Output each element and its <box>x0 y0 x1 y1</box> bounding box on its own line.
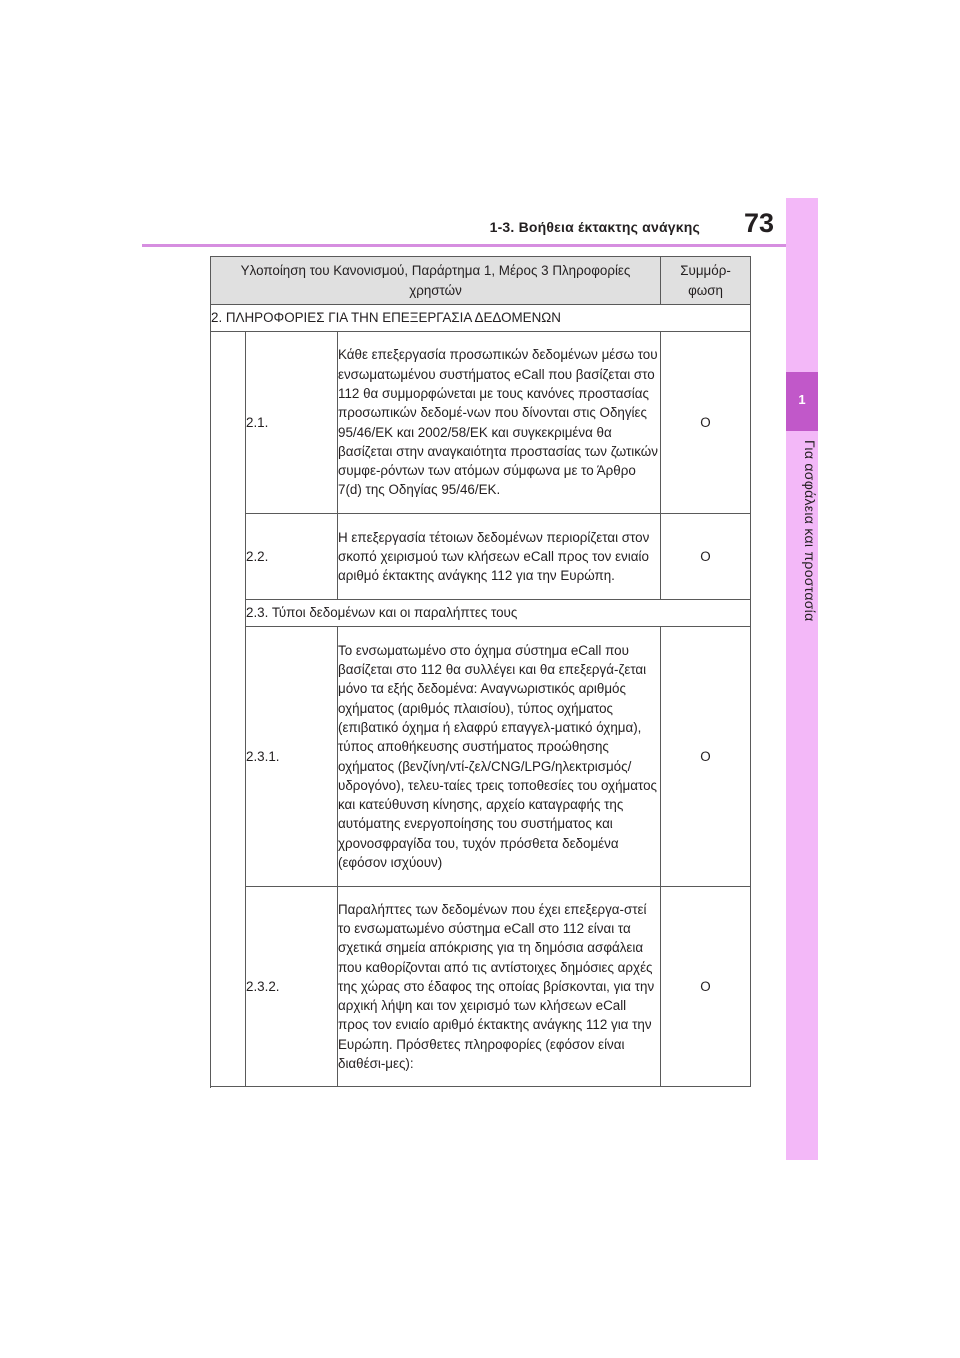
chapter-side-tab[interactable] <box>786 198 818 1160</box>
table-row <box>211 887 751 1087</box>
table-header-row <box>211 257 751 305</box>
row-number: 2.2. <box>246 514 338 600</box>
row-text: Κάθε επεξεργασία προσωπικών δεδομένων μέσω του ενσωματωμένου συστήματος eCall που βασίζεται στο 112 θα συμμορφώνεται με τους κανόνες προστασίας προσωπικών δεδομέ-νων που δίνονται στις Οδηγίες 95/46/ΕΚ και 2002/58/ΕΚ και συγκεκριμένα θα βασίζεται στην αναγκαιότητα προστασίας των ζωτικών συμφε-ρόντων των ατόμων σύμφωνα με το Άρθρο 7(d) της Οδηγίας 95/46/ΕΚ. <box>338 332 661 514</box>
row-conformity: O <box>661 887 751 1087</box>
table-row <box>211 627 751 887</box>
row-number: 2.1. <box>246 332 338 514</box>
section-row <box>211 305 751 332</box>
indent-cell <box>211 332 246 1087</box>
table-row <box>211 332 751 514</box>
section-title: 1-3. Βοήθεια έκτακτης ανάγκης <box>489 219 700 235</box>
row-number: 2.3.2. <box>246 887 338 1087</box>
chapter-number: 1 <box>798 392 806 407</box>
table-header-description: Υλοποίηση του Κανονισμού, Παράρτημα 1, Μέρος 3 Πληροφορίες χρηστών <box>211 257 661 305</box>
row-conformity: O <box>661 627 751 887</box>
row-conformity: O <box>661 332 751 514</box>
subsection-row <box>211 600 751 627</box>
header-rule <box>142 244 786 247</box>
chapter-label: Για ασφάλεια και προστασία <box>802 440 818 622</box>
page-number: 73 <box>743 208 774 238</box>
table-header-conformity: Συμμόρ-φωση <box>661 257 751 305</box>
row-text: Το ενσωματωμένο στο όχημα σύστημα eCall που βασίζεται στο 112 θα συλλέγει και θα επεξεργά-ζεται μόνο τα εξής δεδομένα: Αναγνωριστικός αριθμός οχήματος (αριθμός πλαισίου), τύπος οχήματος (επιβατικό όχημα ή ελαφρύ επαγγελ-ματικό όχημα), τύπος αποθήκευσης συστήματος προώθησης οχήματος (βενζίνη/ντί-ζελ/CNG/LPG/ηλεκτρισμός/υδρογόνο), τελευ-ταίες τρεις τοποθεσίες του οχήματος και κατεύθυνση κίνησης, αρχείο καταγραφής της αυτόματης ενεργοποίησης του συστήματος και χρονοσφραγίδα του, τυχόν πρόσθετα δεδομένα (εφόσον ισχύουν) <box>338 627 661 887</box>
row-number: 2.3.1. <box>246 627 338 887</box>
regulation-table <box>210 256 751 1087</box>
row-text: Παραλήπτες των δεδομένων που έχει επεξεργα-στεί το ενσωματωμένο σύστημα eCall στο 112 είναι τα σχετικά σημεία απόκρισης για τη δημόσια ασφάλεια που καθορίζονται από τις αντίστοιχες δημόσιες αρχές της χώρας στο έδαφος της οποίας βρίσκονται, για την αρχική λήψη και τον χειρισμό των κλήσεων eCall προς τον ενιαίο αριθμό έκτακτης ανάγκης 112 για την Ευρώπη. Πρόσθετες πληροφορίες (εφόσον είναι διαθέσι-μες): <box>338 887 661 1087</box>
row-conformity: O <box>661 514 751 600</box>
table-row <box>211 514 751 600</box>
row-text: Η επεξεργασία τέτοιων δεδομένων περιορίζεται στον σκοπό χειρισμού των κλήσεων eCall προς τον ενιαίο αριθμό έκτακτης ανάγκης 112 για την Ευρώπη. <box>338 514 661 600</box>
section-heading: 2. ΠΛΗΡΟΦΟΡΙΕΣ ΓΙΑ ΤΗΝ ΕΠΕΞΕΡΓΑΣΙΑ ΔΕΔΟΜΕΝΩΝ <box>211 305 751 332</box>
subsection-heading: 2.3. Τύποι δεδομένων και οι παραλήπτες τους <box>246 600 751 627</box>
